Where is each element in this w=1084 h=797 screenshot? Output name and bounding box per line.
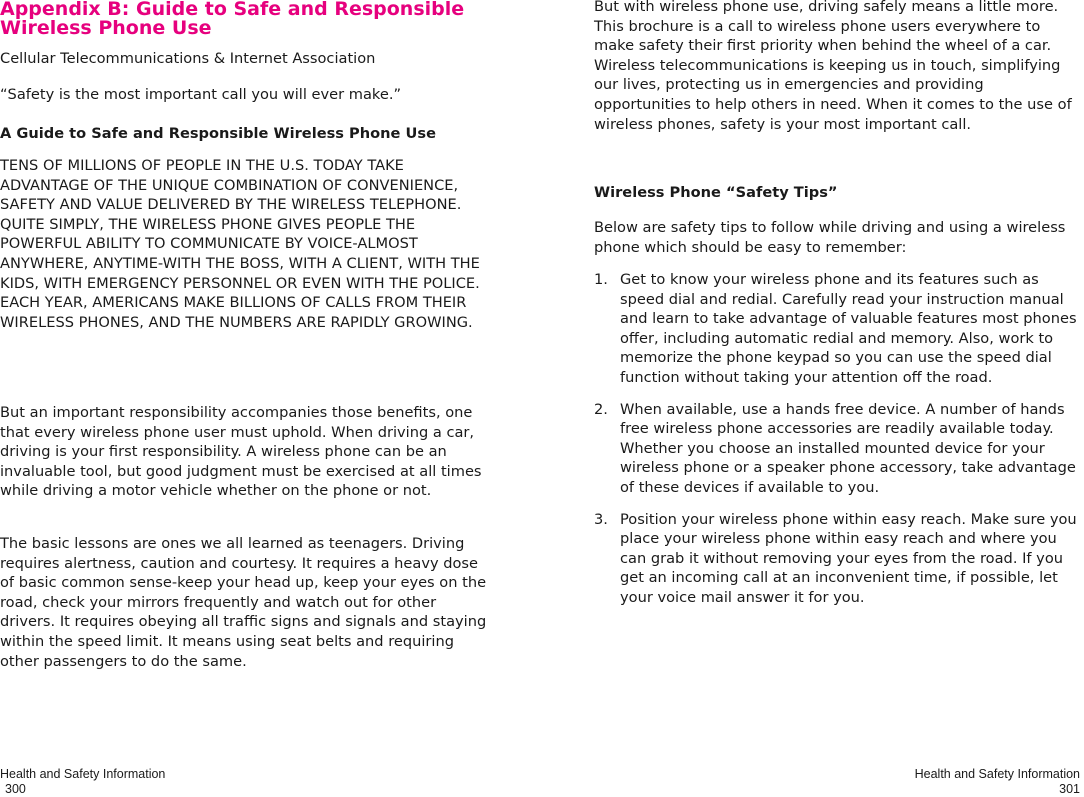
footer-label-left: Health and Safety Information <box>0 767 166 781</box>
right-page <box>594 0 1080 794</box>
list-item-number: 2. <box>594 400 608 418</box>
appendix-title: Appendix B: Guide to Safe and Responsible Wireless Phone Use <box>0 0 465 39</box>
list-item-number: 1. <box>594 271 608 288</box>
safety-quote: “Safety is the most important call you will ever make.” <box>0 86 402 103</box>
safety-tips-intro: Below are safety tips to follow while driving and using a wireless phone which should be easy to remember: <box>594 219 1066 256</box>
paragraph-basic-lessons: The basic lessons are ones we all learned as teenagers. Driving requires alertness, caution and courtesy. It requires a heavy dose of basic common sense-keep your head up, keep your eyes on the road, check your mirrors frequently and watch out for other drivers. It requires obeying all traffic signs and signals and staying within the speed limit. It means using seat belts and requiring other passengers to do the same. <box>0 535 487 670</box>
list-item <box>594 400 1080 498</box>
page-number-right: 301 <box>1059 782 1080 796</box>
association-name: Cellular Telecommunications & Internet Association <box>0 50 376 67</box>
page-number-left: 300 <box>5 782 26 796</box>
guide-heading: A Guide to Safe and Responsible Wireless Phone Use <box>0 125 436 142</box>
footer-label-right: Health and Safety Information <box>914 767 1080 781</box>
paragraph-responsibility: But an important responsibility accompanies those benefits, one that every wireless phone user must uphold. When driving a car, driving is your first responsibility. A wireless phone can be an invaluable tool, but good judgment must be exercised at all times while driving a motor vehicle whether on the phone or not. <box>0 404 482 500</box>
list-item <box>594 510 1080 608</box>
paragraph-intro: TENS OF MILLIONS OF PEOPLE IN THE U.S. TODAY TAKE ADVANTAGE OF THE UNIQUE COMBINATION OF CONVENIENCE, SAFETY AND VALUE DELIVERED BY THE WIRELESS TELEPHONE. QUITE SIMPLY, THE WIRELESS PHONE GIVES PEOPLE THE POWERFUL ABILITY TO COMMUNICATE BY VOICE-ALMOST ANYWHERE, ANYTIME-WITH THE BOSS, WITH A CLIENT, WITH THE KIDS, WITH EMERGENCY PERSONNEL OR EVEN WITH THE POLICE. EACH YEAR, AMERICANS MAKE BILLIONS OF CALLS FROM THEIR WIRELESS PHONES, AND THE NUMBERS ARE RAPIDLY GROWING. <box>0 157 480 331</box>
list-item-text: When available, use a hands free device. A number of hands free wireless phone accessories are readily available today. Whether you choose an installed mounted device for your wireless phone or a speaker phone accessory, take advantage of these devices if available to you. <box>620 400 1076 496</box>
list-item-text: Position your wireless phone within easy reach. Make sure you place your wireless phone within easy reach and where you can grab it without removing your eyes from the road. If you get an incoming call at an inconvenient time, if possible, let your voice mail answer it for you. <box>620 510 1077 606</box>
left-page <box>0 0 490 794</box>
list-item-text: Get to know your wireless phone and its features such as speed dial and redial. Carefully read your instruction manual and learn to take advantage of valuable features most phones offer, including automatic redial and memory. Also, work to memorize the phone keypad so you can use the speed dial function without taking your attention off the road. <box>620 271 1077 386</box>
list-item-number: 3. <box>594 510 608 528</box>
safety-tips-list <box>594 270 1080 620</box>
list-item <box>594 270 1080 388</box>
safety-tips-heading: Wireless Phone “Safety Tips” <box>594 184 838 201</box>
paragraph-driving-safely: But with wireless phone use, driving safely means a little more. This brochure is a call to wireless phone users everywhere to make safety their first priority when behind the wheel of a car. Wireless telecommunications is keeping us in touch, simplifying our lives, protecting us in emergencies and providing opportunities to help others in need. When it comes to the use of wireless phones, safety is your most important call. <box>594 0 1072 133</box>
